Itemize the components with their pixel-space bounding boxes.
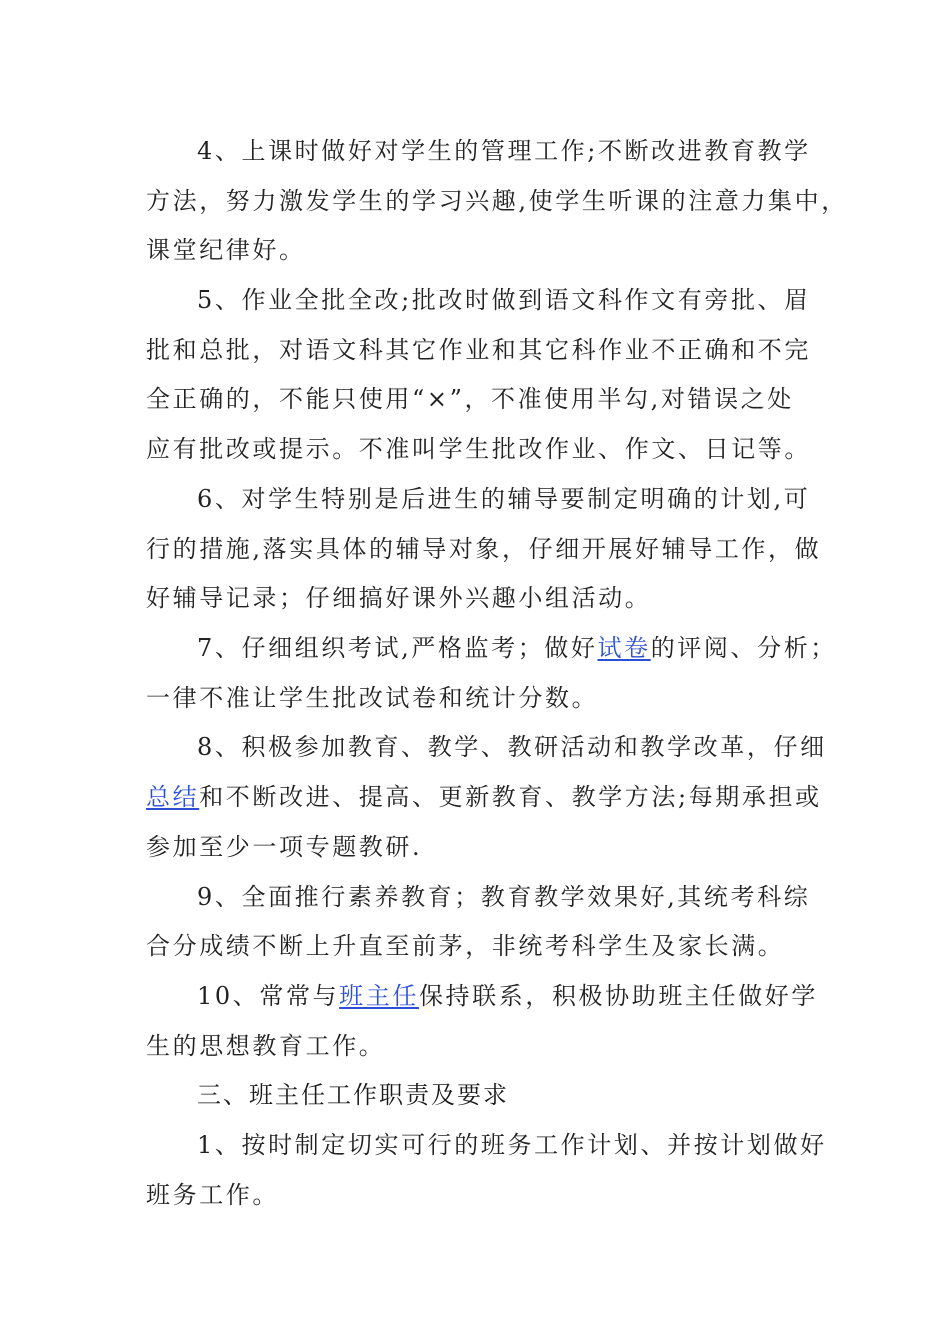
paragraph-line xyxy=(197,484,810,514)
text-run: 应有批改或提示。不准叫学生批改作业、作文、日记等。 xyxy=(146,435,811,463)
link-summary[interactable]: 总结 xyxy=(146,783,200,811)
paragraph-line xyxy=(197,981,818,1011)
text-run: 和不断改进、提高、更新教育、教学方法;每期承担或 xyxy=(199,783,822,811)
paragraph-line xyxy=(197,633,837,663)
paragraph-line xyxy=(146,1180,279,1210)
text-run: 全正确的，不能只使用“×”，不准使用半勾,对错误之处 xyxy=(146,385,794,413)
paragraph-line xyxy=(146,782,822,812)
paragraph-line xyxy=(146,683,598,713)
heading-text: 三、班主任工作职责及要求 xyxy=(197,1081,509,1109)
text-run: 7、仔细组织考试,严格监考；做好 xyxy=(197,634,598,662)
paragraph-line xyxy=(146,931,784,961)
paragraph-line xyxy=(146,186,848,216)
text-run: 保持联系，积极协助班主任做好学 xyxy=(418,982,818,1010)
paragraph-line xyxy=(146,583,651,613)
paragraph-line xyxy=(146,335,811,365)
text-run: 4、上课时做好对学生的管理工作;不断改进教育教学 xyxy=(197,137,811,165)
text-run: 班务工作。 xyxy=(146,1181,279,1209)
text-run: 9、全面推行素养教育；教育教学效果好,其统考科综 xyxy=(197,883,811,911)
paragraph-line xyxy=(197,1130,827,1160)
paragraph-line xyxy=(197,882,810,912)
paragraph-line xyxy=(146,534,821,564)
text-run: 8、积极参加教育、教学、教研活动和教学改革，仔细 xyxy=(197,733,827,761)
paragraph-line xyxy=(146,1031,385,1061)
text-run: 5、作业全批全改;批改时做到语文科作文有旁批、眉 xyxy=(197,286,811,314)
paragraph-line xyxy=(146,832,422,862)
text-run: 课堂纪律好。 xyxy=(146,236,306,264)
text-run: 方法，努力激发学生的学习兴趣,使学生听课的注意力集中， xyxy=(146,187,848,215)
text-run: 好辅导记录；仔细搞好课外兴趣小组活动。 xyxy=(146,584,652,612)
link-exam-paper[interactable]: 试卷 xyxy=(597,634,651,662)
text-run: 行的措施,落实具体的辅导对象，仔细开展好辅导工作，做 xyxy=(146,535,822,563)
text-run: 的评阅、分析； xyxy=(650,634,837,662)
paragraph-line xyxy=(146,384,794,414)
paragraph-line xyxy=(146,434,811,464)
text-run: 6、对学生特别是后进生的辅导要制定明确的计划,可 xyxy=(197,485,811,513)
text-run: 10、常常与 xyxy=(197,982,340,1010)
text-run: 批和总批，对语文科其它作业和其它科作业不正确和不完 xyxy=(146,336,811,364)
section-heading xyxy=(197,1080,509,1110)
text-run: 生的思想教育工作。 xyxy=(146,1032,386,1060)
text-run: 合分成绩不断上升直至前茅，非统考科学生及家长满。 xyxy=(146,932,785,960)
text-run: 一律不准让学生批改试卷和统计分数。 xyxy=(146,684,599,712)
link-class-teacher[interactable]: 班主任 xyxy=(339,982,419,1010)
text-run: 1、按时制定切实可行的班务工作计划、并按计划做好 xyxy=(197,1131,827,1159)
paragraph-line xyxy=(197,136,811,166)
text-run: 参加至少一项专题教研. xyxy=(146,833,423,861)
paragraph-line xyxy=(146,235,306,265)
paragraph-line xyxy=(197,732,827,762)
paragraph-line xyxy=(197,285,811,315)
